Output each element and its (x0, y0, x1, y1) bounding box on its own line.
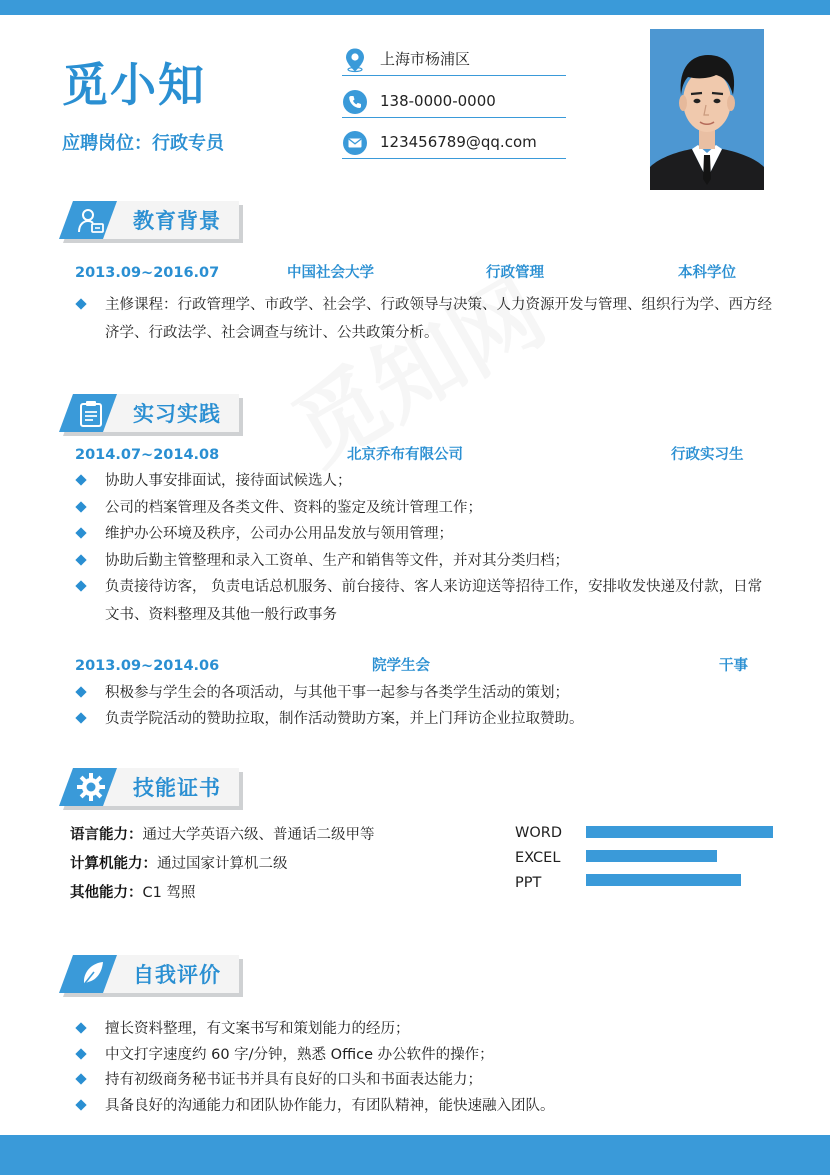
self-eval-bullet: 具备良好的沟通能力和团队协作能力，有团队精神，能快速融入团队。 (76, 1092, 776, 1120)
section-header-self-eval (57, 955, 243, 997)
diamond-bullet-icon (75, 298, 86, 309)
section-title-skills: 技能证书 (133, 776, 221, 800)
education-major: 行政管理 (486, 265, 544, 281)
phone-text: 138-0000-0000 (380, 92, 496, 110)
experience-1-bullet: 负责接待访客， 负责电话总机服务、前台接待、客人来访迎送等招待工作，安排收发快递及付款，日常文书、资料整理及其他一般行政事务 (76, 573, 776, 629)
diamond-bullet-icon (75, 580, 86, 591)
clipboard-icon (79, 400, 103, 428)
experience-2-role: 干事 (719, 658, 748, 674)
diamond-bullet-icon (75, 1022, 86, 1033)
candidate-name: 觅小知 (62, 58, 206, 112)
diamond-bullet-icon (75, 712, 86, 723)
skill-bar-fill (586, 850, 717, 862)
contact-address (342, 45, 566, 76)
experience-1-period: 2014.07~2014.08 (75, 447, 220, 463)
skill-bar-label-word: WORD (515, 825, 562, 841)
experience-1-role: 行政实习生 (671, 447, 744, 463)
education-bullet-courses: 主修课程：行政管理学、市政学、社会学、行政领导与决策、人力资源开发与管理、组织行为学、西方经济学、行政法学、社会调查与统计、公共政策分析。 (76, 291, 776, 347)
skill-bar-label-excel: EXCEL (515, 850, 561, 866)
skill-bar-label-ppt: PPT (515, 875, 542, 891)
bottom-accent-bar (0, 1135, 830, 1175)
diamond-bullet-icon (75, 474, 86, 485)
diamond-bullet-icon (75, 1073, 86, 1084)
experience-1-bullet: 协助后勤主管整理和录入工资单、生产和销售等文件，并对其分类归档； (76, 547, 776, 575)
experience-1-bullet: 公司的档案管理及各类文件、资料的鉴定及统计管理工作； (76, 494, 776, 522)
skill-bar-ppt (586, 874, 773, 886)
user-card-icon (77, 207, 105, 235)
skill-bar-fill (586, 874, 741, 886)
experience-1-bullet: 维护办公环境及秩序，公司办公用品发放与领用管理； (76, 520, 776, 548)
section-title-practice: 实习实践 (133, 402, 221, 426)
education-period: 2013.09~2016.07 (75, 265, 220, 281)
skill-bar-excel (586, 850, 773, 862)
experience-2-bullet: 积极参与学生会的各项活动，与其他干事一起参与各类学生活动的策划； (76, 679, 776, 707)
applied-position: 应聘岗位：行政专员 (62, 133, 224, 154)
experience-2-bullet: 负责学院活动的赞助拉取，制作活动赞助方案，并上门拜访企业拉取赞助。 (76, 705, 776, 733)
skill-bar-fill (586, 826, 773, 838)
section-header-education (57, 201, 243, 243)
diamond-bullet-icon (75, 686, 86, 697)
contact-email (342, 128, 566, 159)
gear-icon (76, 772, 106, 802)
feather-icon (79, 960, 105, 988)
skill-other: 其他能力：C1 驾照 (70, 885, 196, 901)
top-accent-bar (0, 0, 830, 15)
contact-phone (342, 87, 566, 118)
experience-1-org: 北京乔布有限公司 (347, 447, 463, 463)
profile-photo (650, 29, 764, 190)
skill-bar-word (586, 826, 773, 838)
experience-2-org: 院学生会 (372, 658, 430, 674)
self-eval-bullet: 擅长资料整理，有文案书写和策划能力的经历； (76, 1015, 776, 1043)
diamond-bullet-icon (75, 1099, 86, 1110)
section-title-self-eval: 自我评价 (133, 963, 221, 987)
experience-1-bullet: 协助人事安排面试，接待面试候选人； (76, 467, 776, 495)
diamond-bullet-icon (75, 501, 86, 512)
diamond-bullet-icon (75, 554, 86, 565)
self-eval-bullet: 持有初级商务秘书证书并具有良好的口头和书面表达能力； (76, 1066, 776, 1094)
section-header-skills (57, 768, 243, 810)
location-icon (342, 47, 368, 73)
diamond-bullet-icon (75, 1048, 86, 1059)
section-header-practice (57, 394, 243, 436)
education-degree: 本科学位 (678, 265, 736, 281)
skill-language: 语言能力：通过大学英语六级、普通话二级甲等 (70, 827, 375, 843)
self-eval-bullet: 中文打字速度约 60 字/分钟，熟悉 Office 办公软件的操作； (76, 1041, 776, 1069)
phone-icon (342, 89, 368, 115)
section-title-education: 教育背景 (133, 209, 221, 233)
address-text: 上海市杨浦区 (380, 50, 471, 68)
experience-2-period: 2013.09~2014.06 (75, 658, 220, 674)
skill-computer: 计算机能力：通过国家计算机二级 (70, 856, 288, 872)
diamond-bullet-icon (75, 527, 86, 538)
email-text: 123456789@qq.com (380, 133, 537, 151)
education-school: 中国社会大学 (287, 265, 374, 281)
email-icon (342, 130, 368, 156)
